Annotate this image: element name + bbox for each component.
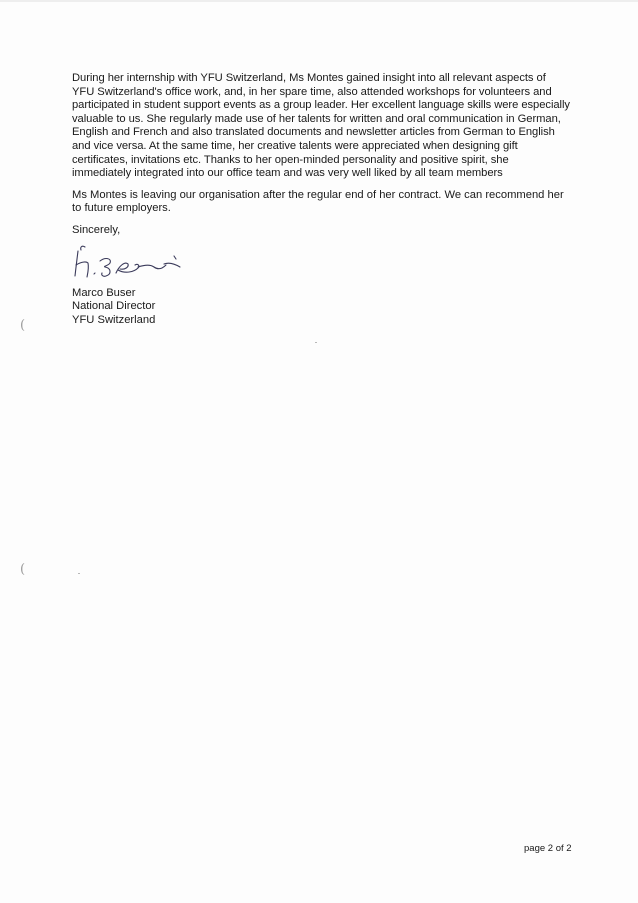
scan-speck [315, 342, 317, 343]
signatory-name: Marco Buser [72, 286, 136, 299]
scan-edge [0, 0, 638, 2]
punch-hole-mark: ( [20, 562, 26, 577]
closing-salutation: Sincerely, [72, 223, 121, 236]
letter-body [72, 72, 570, 327]
paragraph-recommendation: Ms Montes is leaving our organisation after the regular end of her contract. We can recommend her to future employers. [72, 188, 564, 215]
punch-hole-mark: ( [20, 318, 26, 333]
handwritten-signature [72, 241, 197, 281]
signatory-title: National Director [72, 300, 156, 313]
scan-speck [78, 573, 80, 574]
signature-block [72, 287, 570, 328]
paragraph-internship: During her internship with YFU Switzerland, Ms Montes gained insight into all relevant aspects of YFU Switzerland's office work, and, in her spare time, also attended workshops for volunteers and participated in student support events as a group leader. Her excellent language skills were especially valuable to us. She regularly made use of her talents for written and oral communication in German, English and French and also translated documents and newsletter articles from German to English and vice versa. At the same time, her creative talents were appreciated when designing gift certificates, invitations etc. Thanks to her open-minded personality and positive spirit, she immediately integrated into our office team and was very well liked by all team members [72, 72, 570, 180]
page-number: page 2 of 2 [524, 843, 572, 854]
signatory-organisation: YFU Switzerland [72, 313, 156, 326]
